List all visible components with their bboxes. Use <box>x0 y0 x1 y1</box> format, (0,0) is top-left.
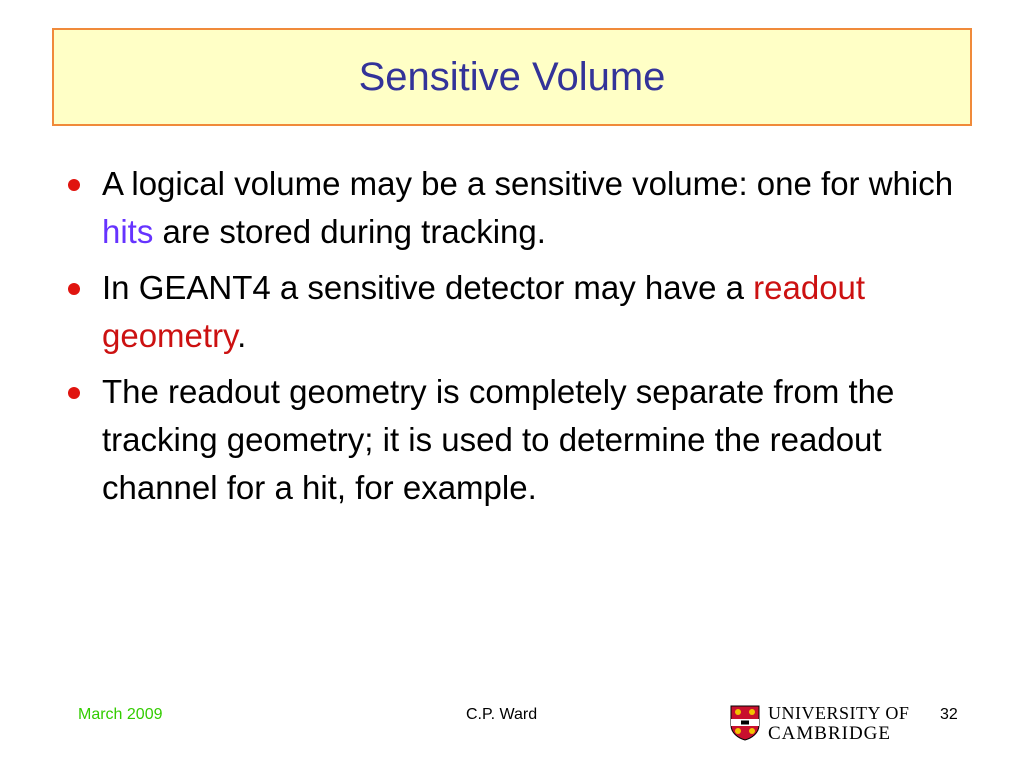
hits-highlight: hits <box>102 213 154 250</box>
logo-line-university: UNIVERSITY OF <box>768 702 910 723</box>
logo-line-cambridge: CAMBRIDGE <box>768 722 892 744</box>
university-shield-icon <box>730 705 760 741</box>
bullet-text: A logical volume may be a sensitive volume: one for which <box>102 165 954 202</box>
bullet-marker-icon <box>68 387 80 399</box>
footer-author: C.P. Ward <box>466 706 538 723</box>
bullet-item <box>62 368 972 512</box>
slide-title: Sensitive Volume <box>358 55 666 99</box>
bullet-text: The readout geometry is completely separate from the tracking geometry; it is used to determine the readout channel for a hit, for example. <box>102 373 895 506</box>
bullet-text: In GEANT4 a sensitive detector may have a <box>102 269 754 306</box>
bullet-text: are stored during tracking. <box>153 213 546 250</box>
title-box <box>52 28 972 126</box>
bullet-list <box>62 160 972 520</box>
bullet-item <box>62 264 972 360</box>
bullet-marker-icon <box>68 179 80 191</box>
readout-geometry-highlight: readout geometry <box>102 269 866 354</box>
footer-date: March 2009 <box>78 706 163 723</box>
bullet-marker-icon <box>68 283 80 295</box>
bullet-item <box>62 160 972 256</box>
logo-text <box>768 704 909 743</box>
university-logo <box>730 701 909 745</box>
page-number: 32 <box>940 706 958 723</box>
bullet-text: . <box>237 317 247 354</box>
